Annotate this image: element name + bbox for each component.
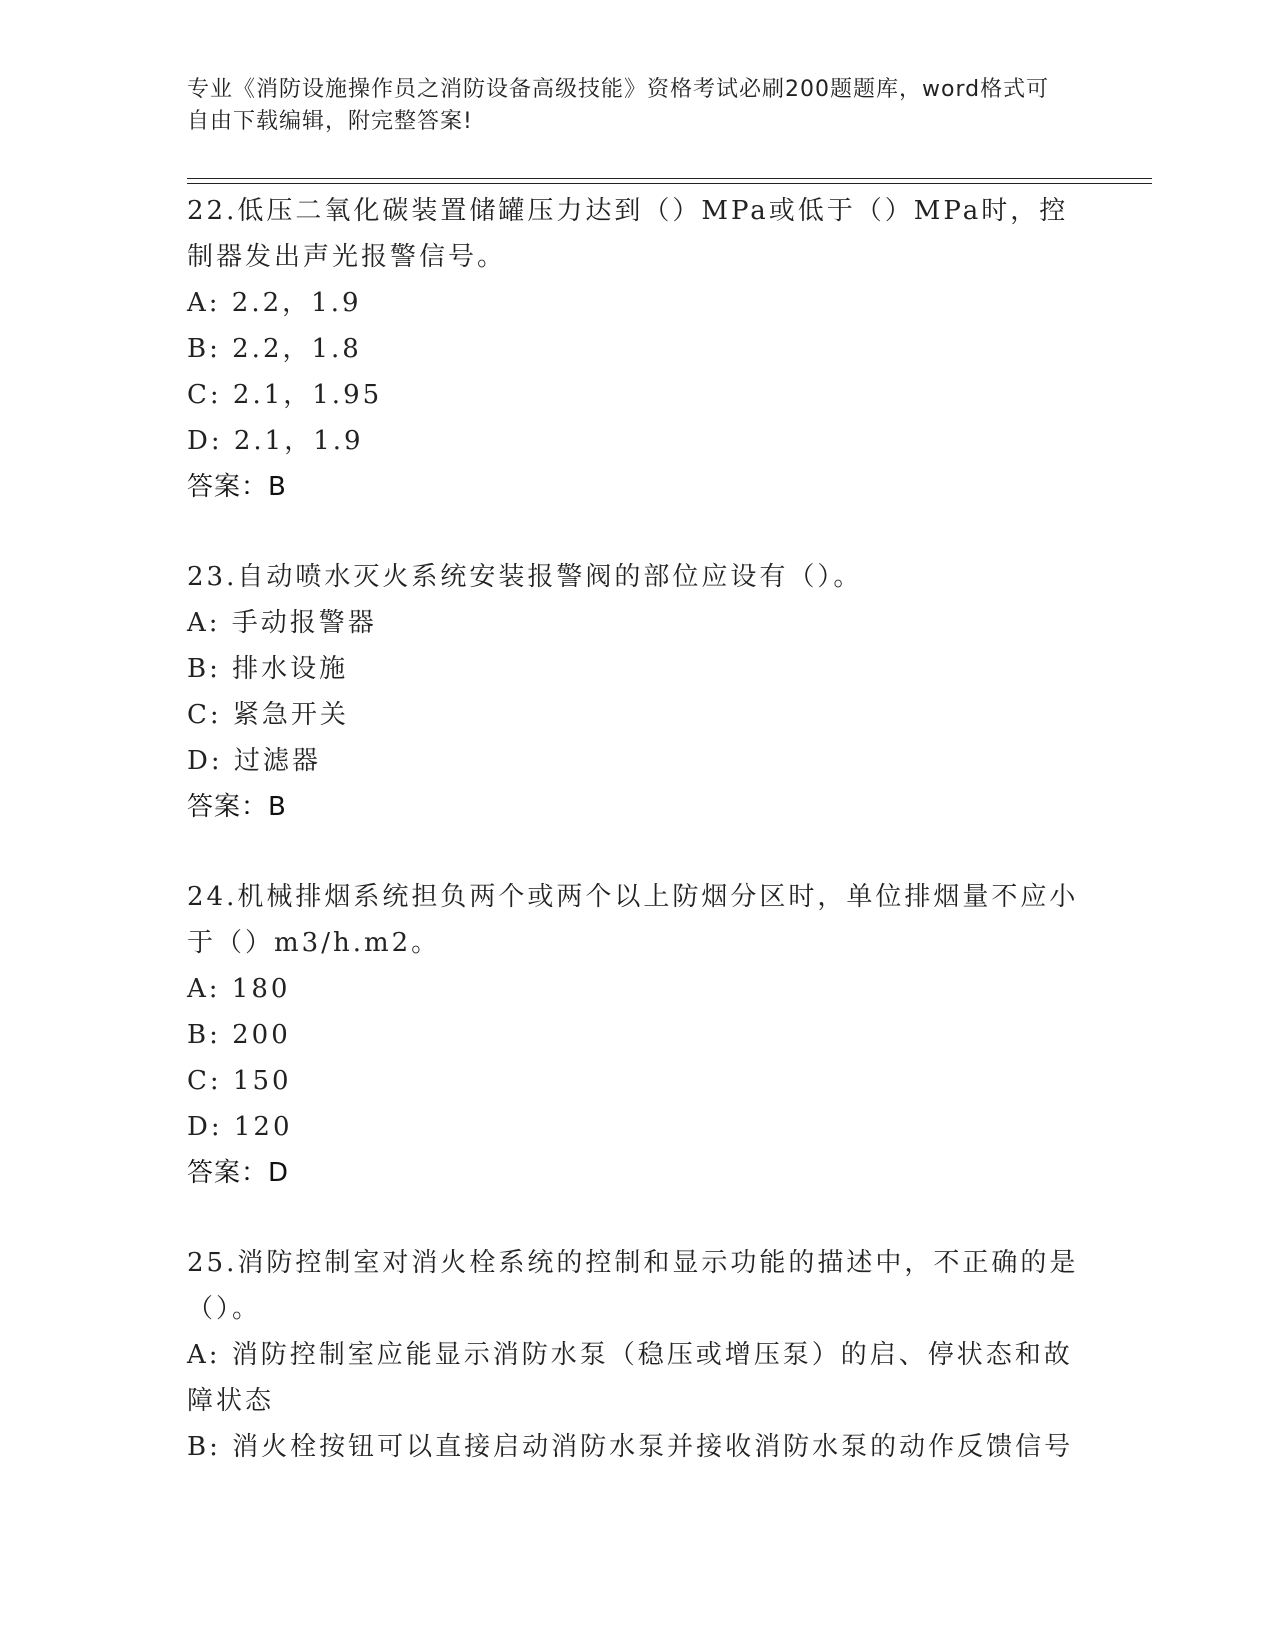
question-25 (187, 1240, 1087, 1470)
question-spacer (187, 510, 1087, 554)
option-a: A: 2.2，1.9 (187, 288, 362, 318)
answer: 答案：D (187, 1158, 290, 1188)
option-b: B: 排水设施 (187, 654, 349, 684)
question-list (187, 188, 1087, 1470)
option-d: D: 2.1，1.9 (187, 426, 364, 456)
option-a: A: 手动报警器 (187, 608, 377, 638)
question-stem: 24.机械排烟系统担负两个或两个以上防烟分区时，单位排烟量不应小于（）m3/h.m2。 (187, 882, 1079, 958)
option-b: B: 200 (187, 1020, 291, 1050)
option-d: D: 过滤器 (187, 746, 321, 776)
option-a: A: 180 (187, 974, 291, 1004)
option-c: C: 紧急开关 (187, 700, 349, 730)
document-header: 专业《消防设施操作员之消防设备高级技能》资格考试必刷200题题库，word格式可自由下载编辑，附完整答案! (187, 77, 1050, 134)
option-d: D: 120 (187, 1112, 293, 1142)
question-spacer (187, 830, 1087, 874)
question-stem: 23.自动喷水灭火系统安装报警阀的部位应设有（）。 (187, 562, 863, 592)
question-23 (187, 554, 1087, 830)
question-24 (187, 874, 1087, 1196)
header-divider-top (187, 178, 1152, 179)
answer: 答案：B (187, 792, 287, 822)
option-b: B: 2.2，1.8 (187, 334, 362, 364)
header-divider-bottom (187, 183, 1152, 184)
question-stem: 22.低压二氧化碳装置储罐压力达到（）MPa或低于（）MPa时，控制器发出声光报警信号。 (187, 196, 1069, 272)
question-stem: 25.消防控制室对消火栓系统的控制和显示功能的描述中，不正确的是（）。 (187, 1248, 1079, 1324)
option-b: B: 消火栓按钮可以直接启动消防水泵并接收消防水泵的动作反馈信号 (187, 1432, 1074, 1462)
option-a: A: 消防控制室应能显示消防水泵（稳压或增压泵）的启、停状态和故障状态 (187, 1340, 1073, 1416)
option-c: C: 150 (187, 1066, 292, 1096)
answer: 答案：B (187, 472, 287, 502)
question-spacer (187, 1196, 1087, 1240)
question-22 (187, 188, 1087, 510)
option-c: C: 2.1，1.95 (187, 380, 383, 410)
